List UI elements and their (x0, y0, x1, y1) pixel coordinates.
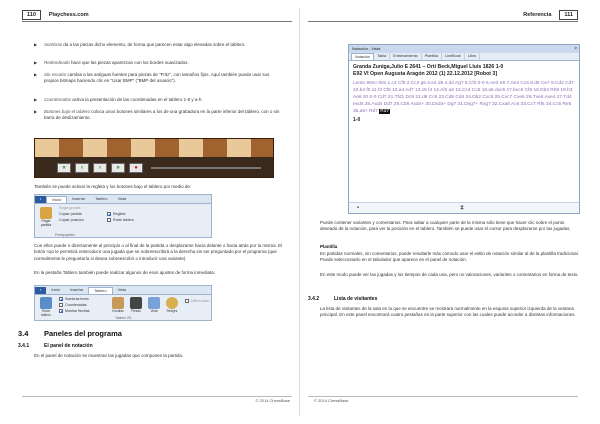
bullet-term: Sin escalar (44, 72, 67, 77)
bullet-redondeado (34, 60, 284, 66)
bullet-text: coloca unos botones similares a los de una grabadora en la parte inferior del tablero, con o sin barra de deslizamiento. (44, 109, 280, 121)
go-end-button[interactable]: » (111, 163, 125, 173)
clock-icon (166, 297, 178, 309)
right-page-number: 111 (559, 10, 578, 20)
game-players-line: Granda Zuniga,Julio E 2641 – Orti Beck,Miguel Lluis 1826 1-0 (353, 64, 504, 70)
subsection-heading-visitors (308, 296, 377, 302)
clocks-button[interactable]: Relojes (163, 297, 181, 319)
para-final: En el panel de notación se muestran las jugadas que componen la partida. (34, 353, 184, 358)
ribbon2-tabs (35, 286, 211, 295)
subsection-number: 3.4.1 (18, 343, 30, 349)
ribbon2-tab-file[interactable]: ▪ (35, 287, 46, 294)
pieces-icon (130, 297, 142, 309)
notation-window-title: Notación - Vista (352, 46, 381, 51)
bullet-arrow-icon: ▶ (34, 72, 38, 77)
left-header-rule (22, 21, 292, 22)
pieces-button[interactable]: Piezas (127, 297, 145, 319)
ribbon1-tab-inicio[interactable]: Inicio (46, 196, 67, 203)
bullet-term: Botones bajo el tablero (44, 109, 91, 114)
ribbon1-tab-vista[interactable]: Vista (117, 197, 126, 201)
para-ribbon1: También se puede activar la regleta y los botones bajo el tablero por medio de: (34, 184, 192, 189)
para-plantilla-mode: En este modo puede ver las jugadas y los tiempos de cada una, pero no valoraciones, variantes o comentarios en forma de texto. (320, 272, 579, 277)
para-after-ribbon1: Con ellos puede ir directamente al principio o al final de la partida o desplazarse hacia delante o hacia atrás por la misma. El botón rojo le permitirá reintroducir una jugada que se sobreescribirá a la derecha sin ser preguntado por el programa (que normalmente le preguntaría si desea sobreescribir o introducir una variante) (34, 243, 283, 261)
ribbon1-group-label: Portapapeles (55, 233, 75, 237)
coordinates-checkbox[interactable]: Coordenadas (59, 303, 87, 308)
move-text[interactable]: Lento 90m+30s 1.c4 Cf6 2.Cc3 g6 3.e4 d6 4.d4 Ag7 5.Cf3 0-0 6.Ae2 e5 7.Ae3 Cc6 8.d5 Ce7 9.Cd2 Cd7 10.b4 f5 11.f3 Cf6 12.a4 Ad7 13.c5 f4 14.Af2 a6 15.Cc4 Cc8 16.a5 dxc5 17.bxc5 Cf6 18.Db3 Rh8 19.h3 Ae8 20.0-0 Cd7 21.Tfd1 Dc8 22.d6 Cc6 23.Cd5 Cd4 24.Db2 Cxc5 25.Cxc7 Cxe6 26.Txe6 Axe4 27.Td4 exd4 28.Axd4 Dd7 29.Cb6 Axd4+ 30.Dxd4+ Dg7 31.Dxg7+ Rxg7 32.Cxa8 Ac6 33.Cc7 Rf6 34.Cc5 Re5 35.a5+ Rd7 (353, 81, 574, 114)
subsection-title: El panel de notación (44, 343, 93, 349)
bullet-term: Sombras (44, 42, 63, 47)
board-buttons-screenshot (34, 138, 274, 178)
board-button-bar (35, 157, 274, 178)
go-start-button[interactable]: « (57, 163, 71, 173)
subsection-number: 3.4.2 (308, 296, 320, 302)
ribbon2-group-label: Tablero 2D (115, 316, 132, 320)
move-list[interactable] (349, 78, 579, 117)
paste-game-label: Pegar partida (40, 219, 52, 227)
left-footer-rule (22, 396, 292, 397)
forward-button[interactable]: › (93, 163, 107, 173)
copy-game-item[interactable]: Copiar partida (59, 212, 82, 216)
section-heading (18, 329, 122, 338)
hourglass-icon[interactable]: ⧗ (459, 205, 465, 211)
notation-window-screenshot (348, 44, 580, 214)
game-header (349, 61, 579, 78)
close-icon[interactable]: × (574, 46, 577, 52)
bullet-text: activa la presentación de las coordenadas en el tablero 1-8 y a-h. (71, 97, 203, 102)
plantilla-heading: Plantilla (320, 244, 338, 249)
bullet-text: da a las piezas dicho elemento, de forma que parecen estar algo elevadas sobre el tablero. (62, 42, 246, 47)
rotate-board-checkbox[interactable]: Rotar tablero (107, 218, 134, 223)
checkbox-icon (59, 303, 63, 307)
subsection-heading (18, 343, 93, 349)
bullet-text: hace que las piezas aparezcan con los bordes suavizados. (69, 60, 189, 65)
right-header (308, 8, 578, 22)
game-result: 1-0 (353, 117, 361, 123)
right-footer: © 2014 ChessBase (314, 398, 349, 403)
ribbon1-tabs (35, 195, 211, 204)
ribbon2-tab-inicio[interactable]: Inicio (51, 288, 61, 292)
left-footer: © 2014 ChessBase (255, 398, 290, 403)
right-page (300, 0, 600, 424)
scales-icon (112, 297, 124, 309)
bullet-text: cambia a las antiguas fuentes para piezas de "Fritz", con tamaños fijos. Aquí también puede usar sus propios bitmaps haciendo clic en "Usar BMP" ("BMP del usuario"). (44, 72, 270, 84)
left-header-title: Playchess.com (48, 12, 89, 18)
ribbon-tablero-screenshot (34, 285, 212, 321)
rotate-icon (40, 297, 52, 309)
checkbox-icon (107, 212, 111, 216)
ribbon2-tab-insertar[interactable]: Insertar (70, 288, 84, 292)
tab-plantilla[interactable]: Plantilla (422, 53, 442, 60)
checkbox-icon (107, 218, 111, 222)
clipboard-icon (40, 207, 52, 219)
regleta-checkbox[interactable]: Regleta (107, 212, 125, 217)
paste-game-button[interactable] (37, 207, 55, 229)
board-slider-track[interactable] (151, 167, 261, 169)
right-header-rule (308, 21, 578, 22)
show-arrows-checkbox[interactable]: Mostrar flechas (59, 309, 90, 314)
bullet-term: Redondeado (44, 60, 70, 65)
tab-tabla[interactable]: Tabla (374, 53, 390, 60)
notation-tabs (349, 53, 579, 61)
right-header-title: Referencia (523, 12, 552, 18)
reenter-move-button[interactable]: ● (129, 163, 143, 173)
bullet-sin-escalar (34, 72, 284, 85)
notation-window-titlebar (349, 45, 579, 53)
ribbon1-tab-insertar[interactable]: Insertar (72, 197, 86, 201)
soft-shadows-checkbox[interactable]: Sombras leves (59, 297, 89, 302)
view-icon (148, 297, 160, 309)
bullet-arrow-icon: ▶ (34, 42, 38, 47)
tab-livebook[interactable]: LiveBook (442, 53, 465, 60)
bullet-coordenadas (34, 97, 284, 103)
copy-position-item[interactable]: Copiar posición (59, 218, 84, 222)
plantilla-text: En partidas normales, sin comentarios, puede resultarle más cómodo usar el estilo de notación similar al de la plantilla tradicional. Puede seleccionarlo en el tabulador que aparece en el panel de notación. (320, 251, 579, 263)
tab-entrenamiento[interactable]: Entrenamiento (390, 53, 422, 60)
para-notation: Puede contener variantes y comentarios. Para saltar a cualquier parte de la misma sólo tiene que hacer clic sobre el punto deseado de la notación, para ver la posición en el tablero. También se puede usar el cursor para desplazarse por las jugadas. (320, 220, 571, 232)
ribbon-inicio-screenshot (34, 194, 212, 238)
current-move[interactable]: Rd7 (380, 109, 390, 114)
game-event-line: E92 VI Open Augusta Aragón 2012 (1) 22.12.2012 [Robot 3] (353, 71, 498, 77)
checkbox-icon (59, 297, 63, 301)
differences-checkbox[interactable]: Diferencias (185, 299, 209, 304)
section-title: Paneles del programa (44, 329, 122, 338)
checkbox-icon (59, 309, 63, 313)
scales-button[interactable]: Escalas (109, 297, 127, 319)
bullet-arrow-icon: ▶ (34, 60, 38, 65)
ribbon2-tab-vista[interactable]: Vista (117, 288, 126, 292)
notation-footer-toolbar (349, 202, 579, 213)
bullet-botones (34, 109, 284, 122)
big-ruler-item[interactable]: Regla grande (59, 206, 81, 210)
rotate-board-label: Rotar tablero (41, 309, 51, 317)
ribbon1-tab-tablero[interactable]: Tablero (95, 197, 108, 201)
left-header (22, 8, 292, 22)
right-footer-rule (308, 396, 578, 397)
ribbon1-tab-file[interactable]: ▪ (35, 196, 46, 203)
bullet-sombras (34, 42, 284, 48)
para-visitors: La lista de visitantes de la sala en la que se encuentre se mostrará normalmente en la esquina superior izquierda de la ventana principal. En este panel encontrará cuatro pestañas en la parte superior con las cuales puede acceder a distintas informaciones. (320, 306, 576, 318)
bullet-arrow-icon: ▶ (34, 109, 38, 114)
checkbox-icon (185, 299, 189, 303)
view-button[interactable]: Vista (145, 297, 163, 319)
rotate-board-button[interactable] (37, 297, 55, 319)
tab-notacion[interactable]: Notación (351, 53, 374, 60)
bullet-arrow-icon: ▶ (34, 97, 38, 102)
tab-libro[interactable]: Libro (465, 53, 480, 60)
section-number: 3.4 (18, 329, 29, 338)
subsection-title: Lista de visitantes (334, 296, 378, 302)
bullet-term: Coordenadas (44, 97, 72, 102)
back-button[interactable]: ‹ (75, 163, 89, 173)
left-page-number: 110 (22, 10, 41, 20)
engine-icon[interactable]: ▪ (356, 205, 360, 211)
para-ribbon2: En la pestaña Tablero también puede realizar algunos de esos ajustes de forma inmediata: (34, 270, 216, 275)
ribbon2-tab-tablero[interactable]: Tablero (88, 287, 112, 294)
